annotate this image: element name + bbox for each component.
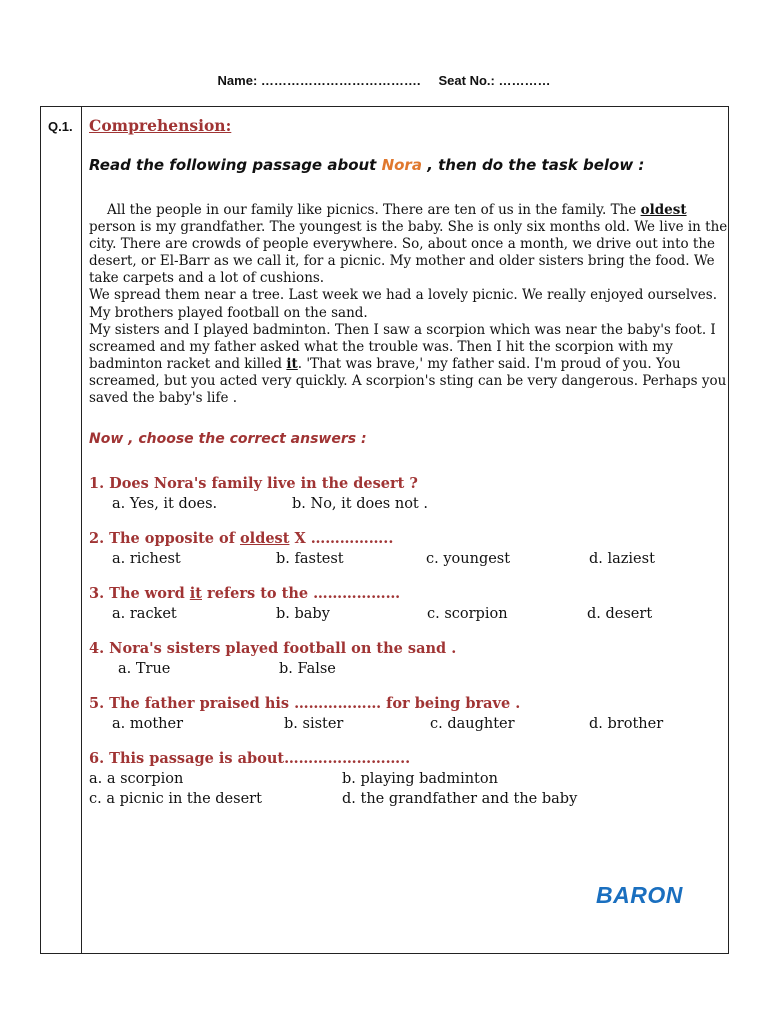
stem-underlined-word: oldest (240, 530, 290, 548)
answer-options (89, 714, 719, 734)
option[interactable]: a. Yes, it does. (112, 496, 218, 513)
option[interactable]: a. richest (112, 551, 181, 568)
question-stem (89, 584, 719, 604)
keyword-it: it (286, 355, 298, 372)
question-stem: 1. Does Nora's family live in the desert ? (89, 475, 418, 493)
stem-underlined-word: it (189, 585, 202, 603)
option[interactable]: b. sister (284, 716, 344, 733)
question-item (89, 529, 719, 569)
option[interactable]: a. mother (112, 716, 184, 733)
question-item (89, 749, 719, 809)
answer-options (89, 494, 719, 514)
passage-paragraph-3 (89, 322, 729, 407)
option[interactable]: c. scorpion (427, 606, 508, 623)
option[interactable]: a. True (118, 661, 171, 678)
answer-options (89, 549, 719, 569)
option[interactable]: c. a picnic in the desert (89, 791, 262, 808)
keyword-oldest: oldest (640, 202, 687, 218)
option[interactable]: d. desert (587, 606, 653, 623)
answer-options (89, 659, 719, 679)
answer-options (89, 769, 719, 789)
stem-text: 3. The word (89, 585, 190, 603)
question-item (89, 639, 719, 679)
seat-label: Seat No.: ………… (438, 73, 551, 88)
instruction-name: Nora (381, 156, 422, 174)
question-stem: 4. Nora's sisters played football on the sand . (89, 640, 457, 658)
option[interactable]: d. laziest (589, 551, 655, 568)
passage-text: . 'That was brave,' my father said. I'm proud of you. You screamed, but you acted very quickly. A scorpion's sting can be very dangerous. Perhaps you saved the baby's life . (89, 355, 727, 407)
column-divider (81, 107, 82, 953)
option[interactable]: c. youngest (426, 551, 511, 568)
question-stem: 5. The father praised his ……………… for being brave . (89, 695, 521, 713)
passage-text: My sisters and I played badminton. Then I saw a scorpion which was near the baby's foot. I screamed and my father asked what the trouble was. Then I hit the scorpion with my badminton racket and killed (89, 321, 716, 372)
passage-paragraph-2: We spread them near a tree. Last week we had a lovely picnic. We really enjoyed ourselves. My brothers played football on the sand. (89, 287, 717, 321)
option[interactable]: b. playing badminton (342, 771, 498, 788)
option[interactable]: b. fastest (276, 551, 344, 568)
sub-instruction: Now , choose the correct answers : (89, 431, 367, 448)
instruction-post: , then do the task below : (421, 156, 645, 174)
stem-text: X …………….. (289, 530, 394, 548)
stem-text: 2. The opposite of (89, 530, 241, 548)
passage-paragraph-1 (89, 202, 729, 287)
question-item (89, 474, 719, 514)
option[interactable]: b. No, it does not . (292, 496, 428, 513)
option[interactable]: a. a scorpion (89, 771, 184, 788)
name-label: Name: ………………………………. (217, 73, 421, 88)
option[interactable]: a. racket (112, 606, 177, 623)
header-name-seat (0, 73, 768, 88)
reading-passage (89, 202, 729, 407)
question-content (89, 115, 728, 809)
passage-text: person is my grandfather. The youngest is the baby. She is only six months old. We live in the city. There are crowds of people everywhere. So, about once a month, we drive out into the desert, or El-Barr as we call it, for a picnic. My mother and older sisters bring the food. We take carpets and a lot of cushions. (89, 219, 728, 287)
question-frame (40, 106, 729, 954)
question-stem (89, 529, 719, 549)
option[interactable]: d. the grandfather and the baby (342, 791, 578, 808)
option[interactable]: d. brother (589, 716, 664, 733)
option[interactable]: c. daughter (430, 716, 515, 733)
answer-options (89, 604, 719, 624)
option[interactable]: b. False (279, 661, 336, 678)
question-number: Q.1. (48, 119, 73, 134)
passage-text: All the people in our family like picnics. There are ten of us in the family. The (107, 202, 641, 218)
instruction (89, 155, 719, 175)
option[interactable]: b. baby (276, 606, 330, 623)
section-title: Comprehension: (89, 116, 232, 135)
question-stem: 6. This passage is about…………………….. (89, 750, 411, 768)
answer-options (89, 789, 719, 809)
instruction-pre: Read the following passage about (89, 156, 382, 174)
question-item (89, 584, 719, 624)
stem-text: refers to the ……………… (202, 585, 401, 603)
baron-logo: BARON (596, 882, 683, 908)
question-item (89, 694, 719, 734)
